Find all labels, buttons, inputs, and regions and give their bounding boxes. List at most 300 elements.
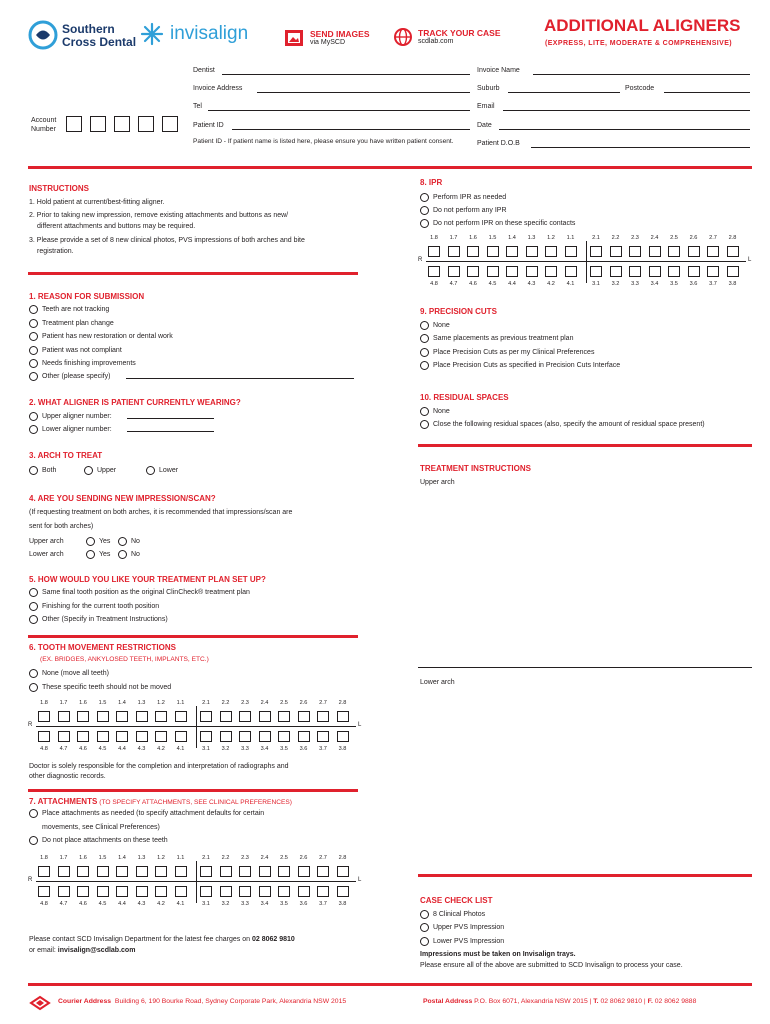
impression-lower-label: Lower arch [29,551,64,558]
treatment-lower-textarea[interactable] [418,690,752,870]
restrictions-option[interactable] [29,683,171,692]
tooth-number: 1.7 [59,700,68,706]
contact-text: or email: [29,947,56,954]
reason-option[interactable] [29,372,110,381]
tooth-checkbox-upper[interactable] [259,711,271,722]
tooth-number: 1.7 [59,855,68,861]
precision-option[interactable] [420,334,573,343]
option-label: Lower aligner number: [42,426,112,433]
tooth-number: 4.2 [547,281,555,287]
impression-title: 4. ARE YOU SENDING NEW IMPRESSION/SCAN? [29,494,216,503]
account-number-box[interactable] [66,116,82,132]
left-side-label: L [358,877,362,883]
tooth-checkbox-lower[interactable] [97,731,109,742]
tooth-checkbox-lower[interactable] [155,886,167,897]
restrictions-sub: (EX. BRIDGES, ANKYLOSED TEETH, IMPLANTS, ETC.) [40,656,209,663]
account-number-box[interactable] [114,116,130,132]
radio-button[interactable] [29,319,38,328]
account-number-box[interactable] [162,116,178,132]
option-label: None (move all teeth) [42,670,109,677]
attachments-option-cont: movements, see Clinical Preferences) [42,824,160,831]
setup-option[interactable] [29,602,159,611]
send-images-link[interactable] [285,28,385,50]
tooth-number: 2.6 [299,700,308,706]
radio-button[interactable] [29,359,38,368]
residual-title: 10. RESIDUAL SPACES [420,393,509,402]
tooth-checkbox-lower[interactable] [467,266,479,277]
tooth-number: 1.1 [176,855,185,861]
tooth-number: 3.2 [221,746,230,752]
tooth-checkbox-lower[interactable] [200,731,212,742]
tooth-number: 4.1 [176,746,185,752]
tooth-checkbox-lower[interactable] [337,731,349,742]
tooth-number: 2.5 [670,235,678,241]
impression-upper-no[interactable] [118,537,140,546]
radio-button[interactable] [29,305,38,314]
tooth-checkbox-upper[interactable] [428,246,440,257]
option-label: Yes [99,538,111,545]
treatment-upper-textarea[interactable] [418,488,752,664]
tooth-checkbox-lower[interactable] [298,731,310,742]
radio-button[interactable] [420,420,429,429]
tooth-checkbox-lower[interactable] [239,886,251,897]
tooth-number: 2.7 [709,235,717,241]
tooth-checkbox-upper[interactable] [467,246,479,257]
tooth-number: 2.8 [338,700,347,706]
radio-button[interactable] [29,683,38,692]
tooth-checkbox-upper[interactable] [38,866,50,877]
tooth-number: 1.4 [118,700,126,706]
radio-button[interactable] [420,937,429,946]
tooth-checkbox-upper[interactable] [337,866,349,877]
ipr-option[interactable] [420,193,506,202]
tooth-checkbox-lower[interactable] [220,731,232,742]
radio-button[interactable] [29,412,38,421]
radio-button[interactable] [420,348,429,357]
option-label: Upper PVS Impression [433,924,505,931]
precision-title: 9. PRECISION CUTS [420,307,497,316]
tooth-checkbox-upper[interactable] [239,711,251,722]
radio-button[interactable] [86,537,95,546]
radio-button[interactable] [29,466,38,475]
tooth-checkbox-lower[interactable] [590,266,602,277]
tooth-number: 1.5 [488,235,497,241]
tooth-checkbox-lower[interactable] [317,731,329,742]
radio-button[interactable] [420,361,429,370]
tooth-checkbox-upper[interactable] [155,866,167,877]
tooth-number: 1.7 [449,235,458,241]
tooth-number: 4.7 [449,281,458,287]
tooth-number: 2.5 [280,855,288,861]
tooth-checkbox-lower[interactable] [97,886,109,897]
radio-button[interactable] [29,615,38,624]
footer-postal [423,998,696,1005]
tooth-checkbox-upper[interactable] [506,246,518,257]
tooth-number: 1.6 [469,235,477,241]
reason-option[interactable] [29,332,173,341]
setup-title: 5. HOW WOULD YOU LIKE YOUR TREATMENT PLAN SET UP? [29,575,266,584]
impression-lower-yes[interactable] [86,550,110,559]
checklist-note: Please ensure all of the above are submitted to SCD Invisalign to process your case. [420,962,683,969]
checklist-option[interactable] [420,937,504,946]
tooth-checkbox-upper[interactable] [220,866,232,877]
precision-option[interactable] [420,348,594,357]
upper-aligner-field[interactable] [127,418,214,419]
tooth-number: 3.7 [319,901,327,907]
tooth-checkbox-lower[interactable] [38,731,50,742]
impression-note: (If requesting treatment on both arches, it is recommended that impressions/scan are [29,509,293,516]
tooth-checkbox-upper[interactable] [298,711,310,722]
brand-line2: Cross Dental [62,35,137,49]
tooth-checkbox-lower[interactable] [200,886,212,897]
tooth-checkbox-upper[interactable] [565,246,577,257]
tooth-checkbox-lower[interactable] [58,731,70,742]
checklist-option[interactable] [420,923,504,932]
tel-field[interactable] [208,110,470,111]
radio-button[interactable] [420,321,429,330]
account-number-box[interactable] [138,116,154,132]
tooth-checkbox-upper[interactable] [649,246,661,257]
tooth-checkbox-upper[interactable] [727,246,739,257]
tooth-number: 3.4 [260,901,269,907]
tooth-checkbox-lower[interactable] [220,886,232,897]
tooth-checkbox-lower[interactable] [545,266,557,277]
tooth-number: 2.4 [650,235,659,241]
impression-upper-yes[interactable] [86,537,110,546]
postcode-field[interactable] [664,92,750,93]
tooth-checkbox-lower[interactable] [259,886,271,897]
tooth-number: 3.6 [299,746,308,752]
tooth-checkbox-lower[interactable] [175,731,187,742]
impression-lower-no[interactable] [118,550,140,559]
track-case-link[interactable] [393,26,513,48]
tooth-number: 1.4 [118,855,126,861]
option-label: Place Precision Cuts as per my Clinical Preferences [433,349,595,356]
reason-option[interactable] [29,359,136,368]
tooth-checkbox-upper[interactable] [136,866,148,877]
tooth-checkbox-lower[interactable] [239,731,251,742]
radio-button[interactable] [420,923,429,932]
tooth-checkbox-upper[interactable] [526,246,538,257]
radio-button[interactable] [29,588,38,597]
tooth-number: 2.3 [631,235,639,241]
right-side-label: R [28,722,33,728]
tooth-number: 3.6 [299,901,308,907]
radio-button[interactable] [420,910,429,919]
tooth-number: 3.5 [670,281,678,287]
tooth-checkbox-lower[interactable] [707,266,719,277]
tooth-number: 3.1 [202,901,210,907]
tooth-number: 4.4 [118,746,126,752]
tooth-checkbox-upper[interactable] [155,711,167,722]
tooth-checkbox-lower[interactable] [428,266,440,277]
tooth-number: 4.4 [508,281,516,287]
restrictions-tooth-chart [28,700,362,760]
tooth-checkbox-upper[interactable] [487,246,499,257]
account-number-label-1: Account [31,117,57,124]
tooth-number: 4.4 [118,901,126,907]
tooth-checkbox-lower[interactable] [565,266,577,277]
tel-label: Tel [193,103,202,110]
radio-button[interactable] [29,346,38,355]
tooth-checkbox-upper[interactable] [77,711,89,722]
section-divider [28,166,752,169]
radio-button[interactable] [118,550,127,559]
patient-dob-label: Patient D.O.B [477,140,520,147]
suburb-field[interactable] [508,92,620,93]
tooth-number: 1.2 [547,235,555,241]
right-side-label: R [28,877,33,883]
tooth-checkbox-upper[interactable] [610,246,622,257]
treatment-divider [418,667,752,668]
radio-button[interactable] [420,206,429,215]
option-label: Yes [99,551,111,558]
residual-option[interactable] [420,420,705,429]
contact-line1 [29,936,295,943]
invisalign-wordmark: invisalign [170,23,249,44]
patient-id-field[interactable] [232,129,470,130]
option-label: Teeth are not tracking [42,306,110,313]
tooth-checkbox-upper[interactable] [175,866,187,877]
arch-option-lower[interactable] [146,466,178,475]
tooth-checkbox-upper[interactable] [77,866,89,877]
option-label: 8 Clinical Photos [433,911,486,918]
tooth-checkbox-upper[interactable] [317,711,329,722]
tooth-number: 1.4 [508,235,516,241]
setup-option[interactable] [29,615,168,624]
tooth-number: 4.6 [79,901,87,907]
postal-address: P.O. Box 6071, Alexandria NSW 2015 | [474,998,592,1005]
radio-button[interactable] [29,602,38,611]
tooth-checkbox-lower[interactable] [136,731,148,742]
arch-centerline [586,241,587,283]
tooth-number: 2.7 [319,855,327,861]
tooth-checkbox-upper[interactable] [337,711,349,722]
radio-button[interactable] [29,669,38,678]
upper-aligner-option[interactable] [29,412,112,421]
tooth-checkbox-upper[interactable] [58,866,70,877]
tooth-checkbox-lower[interactable] [317,886,329,897]
tooth-number: 1.8 [430,235,438,241]
restrictions-title: 6. TOOTH MOVEMENT RESTRICTIONS [29,643,176,652]
tooth-checkbox-upper[interactable] [175,711,187,722]
tooth-checkbox-lower[interactable] [487,266,499,277]
radio-button[interactable] [420,219,429,228]
precision-option[interactable] [420,321,450,330]
ipr-option[interactable] [420,206,507,215]
tooth-checkbox-upper[interactable] [38,711,50,722]
tooth-checkbox-lower[interactable] [610,266,622,277]
tooth-checkbox-lower[interactable] [298,886,310,897]
option-label: Patient was not compliant [42,347,122,354]
other-specify-field[interactable] [126,378,354,379]
tooth-number: 1.3 [137,700,146,706]
tooth-checkbox-lower[interactable] [116,731,128,742]
tooth-checkbox-lower[interactable] [116,886,128,897]
restrictions-option[interactable] [29,669,109,678]
tooth-number: 4.7 [59,901,68,907]
patient-dob-field[interactable] [531,147,750,148]
tooth-checkbox-upper[interactable] [116,711,128,722]
tooth-checkbox-lower[interactable] [668,266,680,277]
option-label: Other (Specify in Treatment Instructions) [42,616,168,623]
tooth-checkbox-lower[interactable] [175,886,187,897]
radio-button[interactable] [118,537,127,546]
tooth-checkbox-upper[interactable] [545,246,557,257]
tooth-checkbox-upper[interactable] [668,246,680,257]
radio-button[interactable] [420,334,429,343]
tooth-checkbox-upper[interactable] [278,866,290,877]
tooth-checkbox-upper[interactable] [317,866,329,877]
patient-id-note: Patient ID - If patient name is listed here, please ensure you have written patient consent. [193,138,454,145]
option-label: Other (please specify) [42,373,111,380]
residual-option[interactable] [420,407,450,416]
tooth-number: 2.2 [221,855,230,861]
tooth-checkbox-upper[interactable] [116,866,128,877]
option-label: Treatment plan change [42,320,114,327]
impression-note: sent for both arches) [29,523,94,530]
instruction-item: 1. Hold patient at current/best-fitting aligner. [29,199,165,206]
reason-option[interactable] [29,346,122,355]
tooth-number: 2.4 [260,855,269,861]
right-side-label: R [418,257,423,263]
tooth-number: 2.2 [221,700,230,706]
tooth-checkbox-lower[interactable] [448,266,460,277]
tooth-checkbox-upper[interactable] [688,246,700,257]
reason-option[interactable] [29,305,109,314]
tooth-checkbox-lower[interactable] [259,731,271,742]
lower-aligner-field[interactable] [127,431,214,432]
date-field[interactable] [499,129,750,130]
tooth-number: 4.5 [98,901,107,907]
radio-button[interactable] [29,836,38,845]
account-number-box[interactable] [90,116,106,132]
tooth-checkbox-upper[interactable] [590,246,602,257]
tooth-checkbox-lower[interactable] [77,731,89,742]
tooth-checkbox-upper[interactable] [707,246,719,257]
attachments-option[interactable] [29,809,264,818]
radio-button[interactable] [420,407,429,416]
radio-button[interactable] [86,550,95,559]
tooth-number: 4.2 [157,746,165,752]
arch-option-upper[interactable] [84,466,116,475]
lower-aligner-option[interactable] [29,425,112,434]
tooth-checkbox-upper[interactable] [97,711,109,722]
tooth-checkbox-upper[interactable] [220,711,232,722]
radio-button[interactable] [29,332,38,341]
radio-button[interactable] [29,425,38,434]
tooth-number: 3.3 [631,281,639,287]
attachments-option[interactable] [29,836,168,845]
option-label: Close the following residual spaces (also, specify the amount of residual space present) [433,421,705,428]
radio-button[interactable] [420,193,429,202]
tooth-checkbox-upper[interactable] [298,866,310,877]
tooth-checkbox-upper[interactable] [136,711,148,722]
arch-centerline [196,861,197,903]
tooth-number: 2.8 [728,235,737,241]
tooth-checkbox-lower[interactable] [58,886,70,897]
tooth-number: 2.8 [338,855,347,861]
tooth-checkbox-upper[interactable] [278,711,290,722]
attachments-tooth-chart [28,855,362,915]
tooth-checkbox-lower[interactable] [506,266,518,277]
tooth-number: 2.4 [260,700,269,706]
option-label: Lower [159,467,179,474]
tooth-checkbox-upper[interactable] [97,866,109,877]
option-label: Do not perform IPR on these specific contacts [433,220,576,227]
tooth-checkbox-upper[interactable] [448,246,460,257]
checklist-option[interactable] [420,910,485,919]
tooth-checkbox-lower[interactable] [629,266,641,277]
invoice-address-field[interactable] [257,92,470,93]
tooth-checkbox-lower[interactable] [38,886,50,897]
email-field[interactable] [503,110,750,111]
tooth-checkbox-upper[interactable] [239,866,251,877]
tooth-number: 3.2 [221,901,230,907]
section-divider [28,635,358,638]
scd-logo-icon [28,20,58,50]
tooth-number: 4.6 [469,281,477,287]
reason-option[interactable] [29,319,114,328]
arch-option-both[interactable] [29,466,56,475]
tooth-number: 4.5 [98,746,107,752]
tooth-checkbox-upper[interactable] [58,711,70,722]
tooth-number: 1.8 [40,700,48,706]
tooth-number: 2.1 [202,855,210,861]
tooth-checkbox-lower[interactable] [727,266,739,277]
contact-email-link[interactable]: invisalign@scdlab.com [57,947,136,954]
radio-button[interactable] [84,466,93,475]
radio-button[interactable] [146,466,155,475]
truck-icon [29,995,51,1011]
dentist-field[interactable] [222,74,470,75]
tooth-checkbox-lower[interactable] [155,731,167,742]
tooth-checkbox-lower[interactable] [278,886,290,897]
precision-option[interactable] [420,361,620,370]
tooth-number: 1.2 [157,855,165,861]
invoice-name-field[interactable] [533,74,750,75]
tooth-checkbox-lower[interactable] [77,886,89,897]
tooth-number: 1.1 [566,235,575,241]
tooth-checkbox-lower[interactable] [136,886,148,897]
arch-title: 3. ARCH TO TREAT [29,451,103,460]
tooth-checkbox-upper[interactable] [629,246,641,257]
radio-button[interactable] [29,809,38,818]
tooth-number: 1.8 [40,855,48,861]
tooth-checkbox-lower[interactable] [526,266,538,277]
tooth-number: 3.7 [319,746,327,752]
tooth-number: 1.3 [527,235,536,241]
setup-option[interactable] [29,588,250,597]
tooth-number: 2.6 [299,855,308,861]
radio-button[interactable] [29,372,38,381]
ipr-option[interactable] [420,219,575,228]
contact-line2 [29,947,135,954]
tooth-checkbox-lower[interactable] [278,731,290,742]
tooth-checkbox-lower[interactable] [337,886,349,897]
tooth-number: 4.3 [137,746,146,752]
tooth-checkbox-lower[interactable] [688,266,700,277]
tooth-checkbox-lower[interactable] [649,266,661,277]
invoice-address-label: Invoice Address [193,85,243,92]
tooth-checkbox-upper[interactable] [200,866,212,877]
tooth-number: 3.6 [689,281,698,287]
currently-wearing-title: 2. WHAT ALIGNER IS PATIENT CURRENTLY WEARING? [29,398,241,407]
tooth-checkbox-upper[interactable] [259,866,271,877]
tooth-number: 4.1 [566,281,575,287]
left-side-label: L [358,722,362,728]
tooth-checkbox-upper[interactable] [200,711,212,722]
